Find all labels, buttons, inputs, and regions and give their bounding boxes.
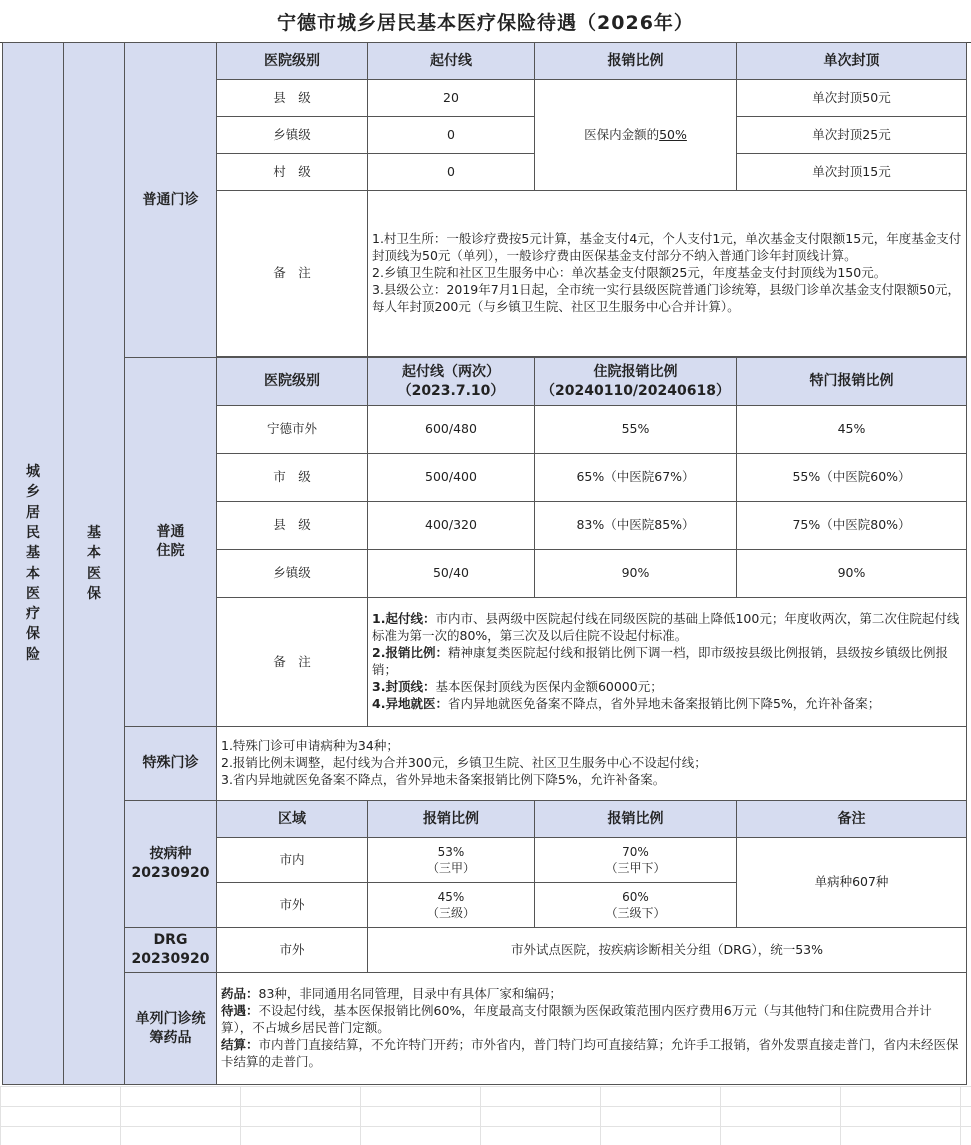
header-note: 备注 — [737, 801, 967, 838]
cell-ratio-1: 53% （三甲） — [368, 838, 535, 883]
outpatient-notes: 1.村卫生所：一般诊疗费按5元计算，基金支付4元，个人支付1元，单次基金支付限额15元，年度基金支付封顶线为50元（单列），一般诊疗费由医保基金支付部分不纳入普通门诊年封顶线计算。 2.乡镇卫生院和社区卫生服务中心：单次基金支付限额25元，年度基金支付封顶线为150元。 3.县级公立：2019年7月1日起，全市统一实行县级医院普通门诊统筹，县级门诊单次基金支付限额50元，每人年封顶200元（与乡镇卫生院、社区卫生服务中心合并计算）。 — [368, 191, 967, 357]
spreadsheet-empty-grid — [0, 1086, 971, 1145]
cell-region: 市外 — [217, 928, 368, 973]
cell-cap: 单次封顶25元 — [737, 117, 967, 154]
header-ratio-1: 报销比例 — [368, 801, 535, 838]
insurance-table — [2, 42, 967, 1085]
cell-level: 村 级 — [217, 154, 368, 191]
cell-special: 45% — [737, 406, 967, 454]
cell-deductible: 20 — [368, 80, 535, 117]
header-special-ratio: 特门报销比例 — [737, 358, 967, 406]
cell-ratio: 90% — [535, 550, 737, 598]
cell-region: 市外 — [217, 883, 368, 928]
cell-special: 75%（中医院80%） — [737, 502, 967, 550]
cell-deductible: 0 — [368, 154, 535, 191]
cell-level: 乡镇级 — [217, 117, 368, 154]
header-deductible: 起付线 — [368, 43, 535, 80]
cell-level: 乡镇级 — [217, 550, 368, 598]
header-region: 区域 — [217, 801, 368, 838]
cell-ratio-1: 45% （三级） — [368, 883, 535, 928]
cell-special: 55%（中医院60%） — [737, 454, 967, 502]
cell-level: 县 级 — [217, 502, 368, 550]
section-label-disease: 按病种 20230920 — [125, 801, 217, 928]
cell-ratio: 55% — [535, 406, 737, 454]
cell-deductible: 0 — [368, 117, 535, 154]
note-label: 备 注 — [217, 191, 368, 357]
drugs-notes: 药品：83种，非同通用名同管理，目录中有具体厂家和编码； 待遇：不设起付线，基本医保报销比例60%，年度最高支付限额为医保政策范围内医疗费用6万元（与其他特门和住院费用合并计算），不占城乡居民普门定额。 结算：市内普门直接结算，不允许特门开药；市外省内，普门特门均可直接结算；允许手工报销，省外发票直接走普门，省内未经医保卡结算的走普门。 — [217, 973, 967, 1085]
header-deductible: 起付线（两次） （2023.7.10） — [368, 358, 535, 406]
cell-ratio-2: 60% （三级下） — [535, 883, 737, 928]
cell-ratio: 医保内金额的50% — [535, 80, 737, 191]
section-label-drugs: 单列门诊统筹药品 — [125, 973, 217, 1085]
special-outpatient-notes: 1.特殊门诊可申请病种为34种； 2.报销比例未调整，起付线为合并300元，乡镇卫生院、社区卫生服务中心不设起付线； 3.省内异地就医免备案不降点，省外异地未备案报销比例下降5%，允许补备案。 — [217, 727, 967, 801]
header-ratio-2: 报销比例 — [535, 801, 737, 838]
cell-level: 市 级 — [217, 454, 368, 502]
cell-level: 宁德市外 — [217, 406, 368, 454]
section-label-special-outpatient: 特殊门诊 — [125, 727, 217, 801]
header-hospital-level: 医院级别 — [217, 43, 368, 80]
header-ratio: 住院报销比例 （20240110/20240618） — [535, 358, 737, 406]
cell-level: 县 级 — [217, 80, 368, 117]
category-label-urban-rural: 城乡居民基本医疗保险 — [3, 43, 64, 1085]
cell-ratio: 83%（中医院85%） — [535, 502, 737, 550]
cell-deductible: 600/480 — [368, 406, 535, 454]
cell-region: 市内 — [217, 838, 368, 883]
cell-deductible: 50/40 — [368, 550, 535, 598]
note-label: 备 注 — [217, 598, 368, 727]
cell-deductible: 500/400 — [368, 454, 535, 502]
cell-cap: 单次封顶15元 — [737, 154, 967, 191]
cell-ratio-2: 70% （三甲下） — [535, 838, 737, 883]
section-label-drg: DRG 20230920 — [125, 928, 217, 973]
header-ratio: 报销比例 — [535, 43, 737, 80]
cell-disease-note: 单病种607种 — [737, 838, 967, 928]
cell-cap: 单次封顶50元 — [737, 80, 967, 117]
cell-drg-text: 市外试点医院，按疾病诊断相关分组（DRG），统一53% — [368, 928, 967, 973]
header-cap: 单次封顶 — [737, 43, 967, 80]
header-hospital-level: 医院级别 — [217, 358, 368, 406]
cell-deductible: 400/320 — [368, 502, 535, 550]
page-title: 宁德市城乡居民基本医疗保险待遇（2026年） — [0, 0, 971, 43]
category-label-basic-insurance: 基本医保 — [64, 43, 125, 1085]
cell-ratio: 65%（中医院67%） — [535, 454, 737, 502]
inpatient-notes: 1.起付线：市内市、县两级中医院起付线在同级医院的基础上降低100元；年度收两次，第二次住院起付线标准为第一次的80%，第三次及以后住院不设起付标准。 2.报销比例：精神康复类医院起付线和报销比例下调一档，即市级按县级比例报销，县级按乡镇级比例报销； 3.封顶线：基本医保封顶线为医保内金额60000元； 4.异地就医：省内异地就医免备案不降点，省外异地未备案报销比例下降5%，允许补备案； — [368, 598, 967, 727]
section-label-outpatient: 普通门诊 — [125, 43, 217, 358]
cell-special: 90% — [737, 550, 967, 598]
section-label-inpatient: 普通住院 — [125, 358, 217, 727]
